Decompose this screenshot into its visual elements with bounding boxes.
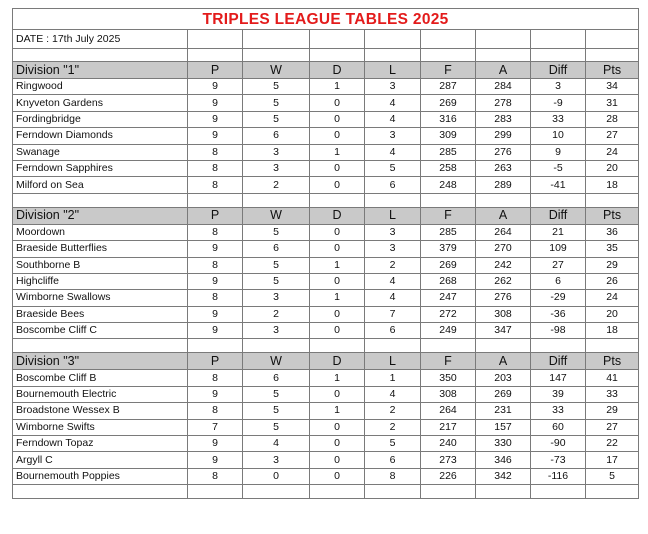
table-row — [13, 224, 639, 240]
cell-a: 264 — [476, 224, 531, 240]
cell-d: 0 — [310, 452, 365, 468]
cell-f: 287 — [421, 79, 476, 95]
cell-pts: 22 — [586, 436, 639, 452]
team-name: Swanage — [13, 144, 188, 160]
cell-a: 242 — [476, 257, 531, 273]
cell-l: 3 — [365, 128, 421, 144]
cell-a: 342 — [476, 468, 531, 484]
team-name: Ferndown Diamonds — [13, 128, 188, 144]
table-row — [13, 386, 639, 402]
column-header-a: A — [476, 353, 531, 370]
cell-f: 264 — [421, 403, 476, 419]
table-row — [13, 273, 639, 289]
spacer-row — [13, 485, 639, 499]
cell-w: 4 — [243, 436, 310, 452]
cell-l: 4 — [365, 290, 421, 306]
cell-f: 217 — [421, 419, 476, 435]
cell-a: 284 — [476, 79, 531, 95]
empty-cell — [243, 30, 310, 49]
league-sheet — [12, 8, 638, 499]
cell-l: 4 — [365, 273, 421, 289]
cell-a: 203 — [476, 370, 531, 386]
cell-d: 0 — [310, 386, 365, 402]
cell-d: 0 — [310, 436, 365, 452]
team-name: Ringwood — [13, 79, 188, 95]
column-header-p: P — [188, 207, 243, 224]
cell-a: 283 — [476, 111, 531, 127]
division-name: Division "3" — [13, 353, 188, 370]
cell-a: 278 — [476, 95, 531, 111]
column-header-pts: Pts — [586, 353, 639, 370]
cell-diff: 147 — [531, 370, 586, 386]
cell-w: 6 — [243, 241, 310, 257]
cell-l: 2 — [365, 257, 421, 273]
cell-l: 1 — [365, 370, 421, 386]
team-name: Braeside Butterflies — [13, 241, 188, 257]
column-header-f: F — [421, 62, 476, 79]
cell-diff: 27 — [531, 257, 586, 273]
empty-cell — [310, 485, 365, 499]
cell-d: 0 — [310, 128, 365, 144]
empty-cell — [586, 485, 639, 499]
empty-cell — [531, 339, 586, 353]
cell-a: 289 — [476, 177, 531, 193]
division-header-row — [13, 353, 639, 370]
cell-diff: 3 — [531, 79, 586, 95]
empty-cell — [586, 193, 639, 207]
cell-w: 3 — [243, 160, 310, 176]
cell-w: 5 — [243, 79, 310, 95]
cell-d: 1 — [310, 403, 365, 419]
cell-pts: 36 — [586, 224, 639, 240]
table-row — [13, 160, 639, 176]
table-row — [13, 128, 639, 144]
cell-pts: 20 — [586, 160, 639, 176]
empty-cell — [586, 30, 639, 49]
cell-diff: -29 — [531, 290, 586, 306]
empty-cell — [310, 30, 365, 49]
cell-diff: -9 — [531, 95, 586, 111]
team-name: Milford on Sea — [13, 177, 188, 193]
cell-w: 5 — [243, 257, 310, 273]
cell-p: 9 — [188, 241, 243, 257]
empty-cell — [476, 339, 531, 353]
cell-l: 7 — [365, 306, 421, 322]
cell-a: 270 — [476, 241, 531, 257]
cell-diff: -98 — [531, 323, 586, 339]
team-name: Moordown — [13, 224, 188, 240]
table-row — [13, 79, 639, 95]
title-row — [13, 9, 639, 30]
cell-pts: 27 — [586, 128, 639, 144]
team-name: Braeside Bees — [13, 306, 188, 322]
cell-p: 8 — [188, 257, 243, 273]
cell-diff: 60 — [531, 419, 586, 435]
empty-cell — [531, 485, 586, 499]
cell-p: 9 — [188, 273, 243, 289]
cell-p: 8 — [188, 144, 243, 160]
cell-p: 9 — [188, 95, 243, 111]
cell-pts: 27 — [586, 419, 639, 435]
cell-pts: 28 — [586, 111, 639, 127]
empty-cell — [476, 485, 531, 499]
cell-d: 0 — [310, 273, 365, 289]
cell-l: 3 — [365, 79, 421, 95]
cell-pts: 33 — [586, 386, 639, 402]
cell-a: 346 — [476, 452, 531, 468]
table-row — [13, 403, 639, 419]
column-header-diff: Diff — [531, 62, 586, 79]
cell-pts: 34 — [586, 79, 639, 95]
cell-l: 4 — [365, 111, 421, 127]
cell-d: 0 — [310, 419, 365, 435]
league-table-body — [13, 9, 639, 499]
cell-f: 226 — [421, 468, 476, 484]
team-name: Wimborne Swifts — [13, 419, 188, 435]
team-name: Argyll C — [13, 452, 188, 468]
empty-cell — [365, 30, 421, 49]
cell-f: 285 — [421, 224, 476, 240]
page-title: TRIPLES LEAGUE TABLES 2025 — [13, 9, 639, 30]
column-header-l: L — [365, 62, 421, 79]
team-name: Boscombe Cliff B — [13, 370, 188, 386]
empty-cell — [188, 49, 243, 62]
empty-cell — [421, 193, 476, 207]
cell-d: 0 — [310, 177, 365, 193]
cell-a: 330 — [476, 436, 531, 452]
cell-l: 5 — [365, 436, 421, 452]
cell-a: 276 — [476, 144, 531, 160]
cell-diff: 33 — [531, 403, 586, 419]
cell-pts: 24 — [586, 144, 639, 160]
cell-a: 231 — [476, 403, 531, 419]
cell-d: 0 — [310, 306, 365, 322]
cell-p: 8 — [188, 370, 243, 386]
cell-p: 8 — [188, 290, 243, 306]
cell-w: 5 — [243, 386, 310, 402]
empty-cell — [13, 49, 188, 62]
column-header-a: A — [476, 207, 531, 224]
cell-d: 0 — [310, 468, 365, 484]
cell-a: 263 — [476, 160, 531, 176]
cell-w: 5 — [243, 111, 310, 127]
cell-w: 3 — [243, 290, 310, 306]
cell-f: 379 — [421, 241, 476, 257]
table-row — [13, 257, 639, 273]
column-header-f: F — [421, 353, 476, 370]
cell-d: 1 — [310, 79, 365, 95]
spacer-row — [13, 49, 639, 62]
cell-p: 8 — [188, 468, 243, 484]
column-header-a: A — [476, 62, 531, 79]
empty-cell — [421, 485, 476, 499]
cell-f: 248 — [421, 177, 476, 193]
cell-w: 3 — [243, 452, 310, 468]
cell-d: 1 — [310, 144, 365, 160]
empty-cell — [188, 339, 243, 353]
cell-pts: 18 — [586, 177, 639, 193]
cell-a: 276 — [476, 290, 531, 306]
empty-cell — [310, 193, 365, 207]
cell-w: 5 — [243, 95, 310, 111]
cell-d: 1 — [310, 370, 365, 386]
empty-cell — [243, 339, 310, 353]
cell-w: 5 — [243, 224, 310, 240]
team-name: Boscombe Cliff C — [13, 323, 188, 339]
table-row — [13, 323, 639, 339]
empty-cell — [188, 485, 243, 499]
cell-w: 2 — [243, 177, 310, 193]
column-header-w: W — [243, 353, 310, 370]
empty-cell — [188, 30, 243, 49]
cell-a: 347 — [476, 323, 531, 339]
table-row — [13, 144, 639, 160]
cell-a: 262 — [476, 273, 531, 289]
cell-w: 5 — [243, 419, 310, 435]
cell-diff: 6 — [531, 273, 586, 289]
team-name: Highcliffe — [13, 273, 188, 289]
cell-pts: 5 — [586, 468, 639, 484]
cell-p: 9 — [188, 436, 243, 452]
empty-cell — [365, 193, 421, 207]
division-header-row — [13, 62, 639, 79]
cell-p: 8 — [188, 160, 243, 176]
cell-w: 6 — [243, 128, 310, 144]
cell-diff: -73 — [531, 452, 586, 468]
cell-l: 6 — [365, 452, 421, 468]
empty-cell — [243, 49, 310, 62]
cell-w: 5 — [243, 403, 310, 419]
table-row — [13, 177, 639, 193]
cell-f: 258 — [421, 160, 476, 176]
cell-l: 4 — [365, 144, 421, 160]
cell-l: 3 — [365, 241, 421, 257]
division-name: Division "2" — [13, 207, 188, 224]
team-name: Bournemouth Electric — [13, 386, 188, 402]
cell-f: 350 — [421, 370, 476, 386]
column-header-p: P — [188, 62, 243, 79]
empty-cell — [476, 49, 531, 62]
cell-l: 6 — [365, 323, 421, 339]
column-header-l: L — [365, 353, 421, 370]
cell-w: 0 — [243, 468, 310, 484]
cell-p: 8 — [188, 177, 243, 193]
table-row — [13, 111, 639, 127]
cell-diff: 39 — [531, 386, 586, 402]
cell-p: 9 — [188, 452, 243, 468]
cell-pts: 35 — [586, 241, 639, 257]
cell-p: 7 — [188, 419, 243, 435]
table-row — [13, 370, 639, 386]
cell-p: 9 — [188, 386, 243, 402]
cell-w: 3 — [243, 144, 310, 160]
column-header-pts: Pts — [586, 207, 639, 224]
team-name: Wimborne Swallows — [13, 290, 188, 306]
team-name: Knyveton Gardens — [13, 95, 188, 111]
team-name: Broadstone Wessex B — [13, 403, 188, 419]
cell-f: 273 — [421, 452, 476, 468]
column-header-pts: Pts — [586, 62, 639, 79]
column-header-l: L — [365, 207, 421, 224]
division-name: Division "1" — [13, 62, 188, 79]
column-header-w: W — [243, 207, 310, 224]
team-name: Southborne B — [13, 257, 188, 273]
division-header-row — [13, 207, 639, 224]
cell-pts: 18 — [586, 323, 639, 339]
cell-f: 285 — [421, 144, 476, 160]
cell-diff: -5 — [531, 160, 586, 176]
spacer-row — [13, 193, 639, 207]
cell-f: 247 — [421, 290, 476, 306]
cell-d: 0 — [310, 111, 365, 127]
table-row — [13, 419, 639, 435]
cell-d: 1 — [310, 257, 365, 273]
team-name: Fordingbridge — [13, 111, 188, 127]
empty-cell — [421, 339, 476, 353]
column-header-w: W — [243, 62, 310, 79]
table-row — [13, 306, 639, 322]
empty-cell — [243, 485, 310, 499]
cell-a: 299 — [476, 128, 531, 144]
table-row — [13, 290, 639, 306]
cell-d: 0 — [310, 241, 365, 257]
cell-diff: 9 — [531, 144, 586, 160]
column-header-p: P — [188, 353, 243, 370]
empty-cell — [365, 339, 421, 353]
empty-cell — [421, 49, 476, 62]
cell-p: 9 — [188, 111, 243, 127]
cell-pts: 41 — [586, 370, 639, 386]
cell-p: 9 — [188, 79, 243, 95]
cell-d: 0 — [310, 95, 365, 111]
column-header-d: D — [310, 353, 365, 370]
empty-cell — [421, 30, 476, 49]
cell-diff: 33 — [531, 111, 586, 127]
cell-w: 3 — [243, 323, 310, 339]
cell-a: 269 — [476, 386, 531, 402]
cell-f: 240 — [421, 436, 476, 452]
empty-cell — [13, 339, 188, 353]
cell-pts: 24 — [586, 290, 639, 306]
cell-diff: -36 — [531, 306, 586, 322]
empty-cell — [13, 193, 188, 207]
cell-d: 0 — [310, 224, 365, 240]
cell-f: 269 — [421, 95, 476, 111]
cell-f: 309 — [421, 128, 476, 144]
cell-f: 308 — [421, 386, 476, 402]
league-table — [12, 8, 639, 499]
cell-diff: -41 — [531, 177, 586, 193]
cell-l: 6 — [365, 177, 421, 193]
cell-p: 9 — [188, 128, 243, 144]
empty-cell — [531, 30, 586, 49]
cell-l: 4 — [365, 95, 421, 111]
cell-l: 4 — [365, 386, 421, 402]
cell-d: 0 — [310, 160, 365, 176]
table-row — [13, 436, 639, 452]
empty-cell — [476, 30, 531, 49]
cell-pts: 26 — [586, 273, 639, 289]
cell-w: 6 — [243, 370, 310, 386]
team-name: Bournemouth Poppies — [13, 468, 188, 484]
cell-diff: -116 — [531, 468, 586, 484]
cell-f: 268 — [421, 273, 476, 289]
table-row — [13, 452, 639, 468]
cell-w: 5 — [243, 273, 310, 289]
cell-d: 1 — [310, 290, 365, 306]
table-row — [13, 95, 639, 111]
cell-p: 9 — [188, 306, 243, 322]
cell-w: 2 — [243, 306, 310, 322]
cell-l: 2 — [365, 403, 421, 419]
empty-cell — [365, 485, 421, 499]
cell-f: 316 — [421, 111, 476, 127]
cell-p: 8 — [188, 224, 243, 240]
cell-l: 3 — [365, 224, 421, 240]
cell-pts: 29 — [586, 403, 639, 419]
cell-pts: 29 — [586, 257, 639, 273]
cell-diff: 10 — [531, 128, 586, 144]
cell-p: 8 — [188, 403, 243, 419]
cell-pts: 20 — [586, 306, 639, 322]
date-label: DATE : 17th July 2025 — [13, 30, 188, 49]
empty-cell — [586, 49, 639, 62]
table-row — [13, 241, 639, 257]
cell-l: 2 — [365, 419, 421, 435]
empty-cell — [310, 49, 365, 62]
team-name: Ferndown Sapphires — [13, 160, 188, 176]
cell-diff: 109 — [531, 241, 586, 257]
cell-f: 272 — [421, 306, 476, 322]
cell-a: 157 — [476, 419, 531, 435]
cell-f: 269 — [421, 257, 476, 273]
cell-d: 0 — [310, 323, 365, 339]
cell-f: 249 — [421, 323, 476, 339]
empty-cell — [586, 339, 639, 353]
column-header-d: D — [310, 207, 365, 224]
column-header-diff: Diff — [531, 207, 586, 224]
empty-cell — [476, 193, 531, 207]
cell-diff: -90 — [531, 436, 586, 452]
cell-p: 9 — [188, 323, 243, 339]
column-header-diff: Diff — [531, 353, 586, 370]
empty-cell — [531, 193, 586, 207]
cell-diff: 21 — [531, 224, 586, 240]
cell-pts: 31 — [586, 95, 639, 111]
spacer-row — [13, 339, 639, 353]
empty-cell — [243, 193, 310, 207]
cell-l: 8 — [365, 468, 421, 484]
empty-cell — [188, 193, 243, 207]
empty-cell — [13, 485, 188, 499]
cell-a: 308 — [476, 306, 531, 322]
cell-l: 5 — [365, 160, 421, 176]
date-row — [13, 30, 639, 49]
empty-cell — [310, 339, 365, 353]
column-header-f: F — [421, 207, 476, 224]
empty-cell — [365, 49, 421, 62]
column-header-d: D — [310, 62, 365, 79]
team-name: Ferndown Topaz — [13, 436, 188, 452]
table-row — [13, 468, 639, 484]
empty-cell — [531, 49, 586, 62]
cell-pts: 17 — [586, 452, 639, 468]
